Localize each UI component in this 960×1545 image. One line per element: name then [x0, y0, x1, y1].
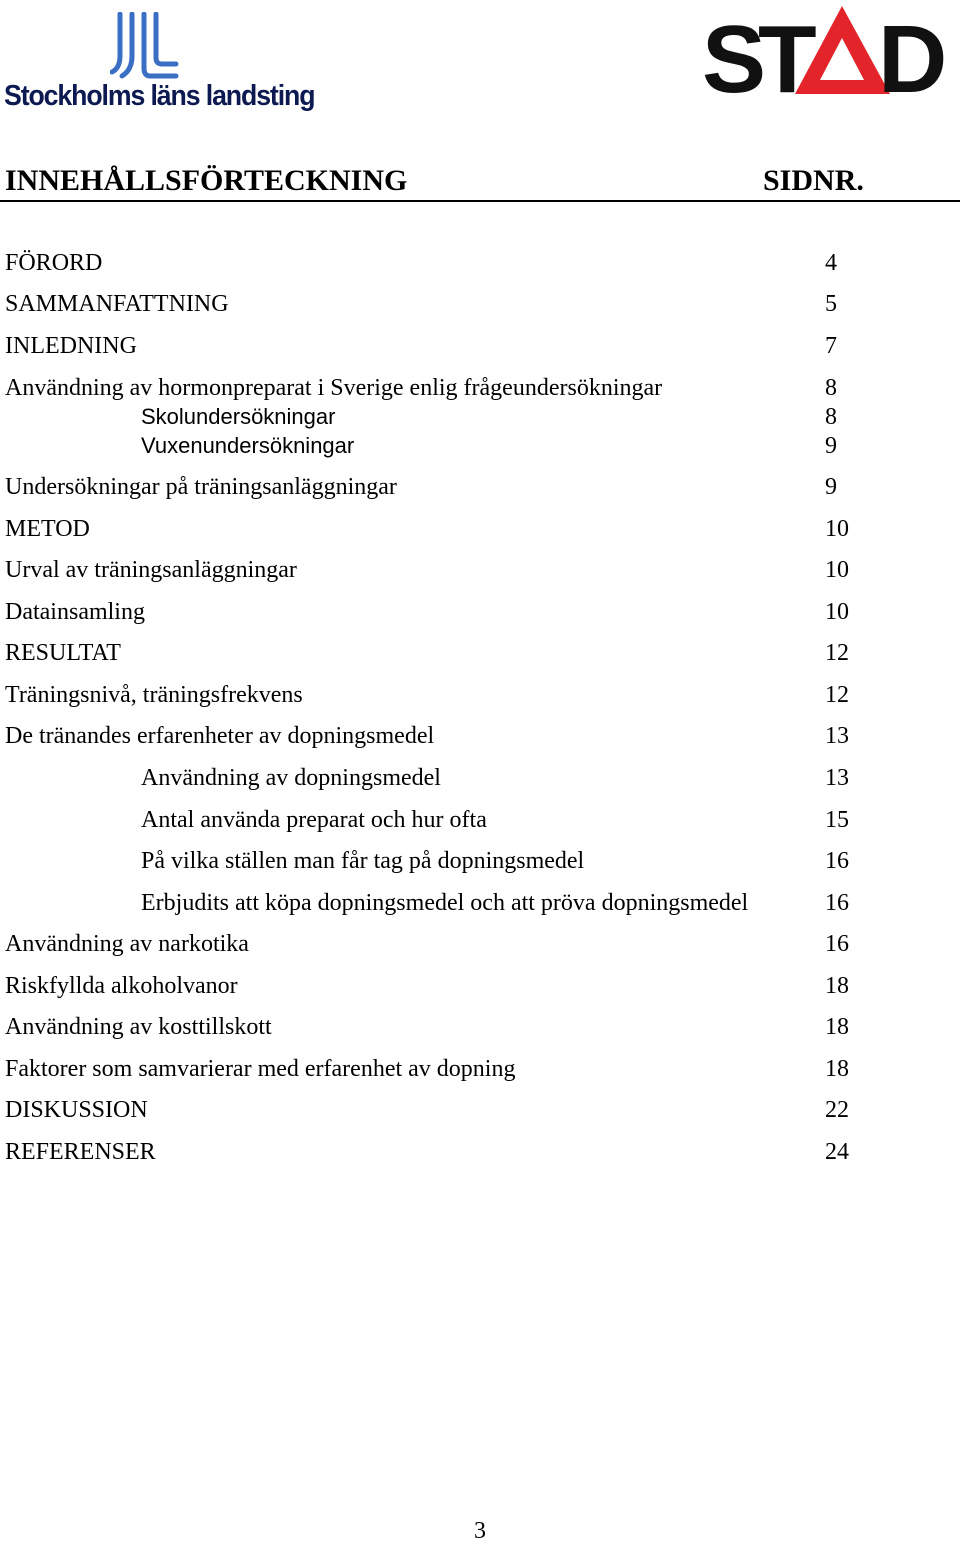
toc-entry-label: DISKUSSION	[5, 1097, 148, 1123]
toc-entry-page: 13	[825, 723, 849, 749]
toc-entry-page: 8	[825, 404, 837, 430]
toc-entry	[0, 331, 960, 365]
toc-entry	[0, 1054, 960, 1088]
toc-entry	[0, 721, 960, 755]
toc-subentry	[0, 763, 960, 797]
toc-entry-label: METOD	[5, 516, 90, 542]
toc-entry	[0, 555, 960, 589]
toc-page-column-header: SIDNR.	[763, 164, 864, 197]
toc-entry-label: Faktorer som samvarierar med erfarenhet av dopning	[5, 1056, 516, 1082]
toc-entry-page: 5	[825, 291, 837, 317]
toc-entry	[0, 929, 960, 963]
toc-entry-page: 12	[825, 682, 849, 708]
toc-entry-page: 16	[825, 890, 849, 916]
toc-entry-label: Riskfyllda alkoholvanor	[5, 973, 238, 999]
toc-entry-label: Undersökningar på träningsanläggningar	[5, 474, 397, 500]
stad-logo-mark	[700, 4, 945, 99]
toc-entry-page: 13	[825, 765, 849, 791]
sll-emblem-icon	[110, 12, 180, 80]
toc-entry-label: SAMMANFATTNING	[5, 291, 229, 317]
toc-entry-page: 16	[825, 931, 849, 957]
toc-entry	[0, 680, 960, 714]
toc-entry-page: 10	[825, 599, 849, 625]
toc-entry-label: Användning av hormonpreparat i Sverige enlig frågeundersökningar	[5, 375, 663, 401]
toc-entry-label: Skolundersökningar	[141, 404, 336, 429]
toc-entry-page: 15	[825, 807, 849, 833]
svg-text:D: D	[878, 6, 944, 99]
toc-subentry	[0, 888, 960, 922]
toc-entry	[0, 1095, 960, 1129]
sll-logo-text: Stockholms läns landsting	[4, 80, 315, 112]
toc-entry-page: 22	[825, 1097, 849, 1123]
stad-logo	[700, 4, 945, 99]
toc-entry-label: FÖRORD	[5, 250, 103, 276]
toc-header	[0, 162, 960, 202]
toc-entry-label: Urval av träningsanläggningar	[5, 557, 297, 583]
toc-entry-page: 9	[825, 433, 837, 459]
toc-entry-page: 18	[825, 973, 849, 999]
stockholms-lans-landsting-logo	[0, 8, 315, 112]
toc-entry-page: 8	[825, 375, 837, 401]
toc-entry-page: 4	[825, 250, 837, 276]
toc-entry-label: RESULTAT	[5, 640, 121, 666]
toc-entry-label: Datainsamling	[5, 599, 145, 625]
toc-title: INNEHÅLLSFÖRTECKNING	[5, 164, 408, 197]
page-number: 3	[474, 1518, 486, 1544]
toc-entry	[0, 971, 960, 1005]
svg-text:T: T	[758, 6, 813, 99]
toc-entry-page: 18	[825, 1056, 849, 1082]
toc-entry-label: Användning av kosttillskott	[5, 1014, 272, 1040]
toc-entry	[0, 248, 960, 282]
toc-entry-label: Antal använda preparat och hur ofta	[141, 807, 487, 833]
toc-entry-page: 24	[825, 1139, 849, 1165]
toc-subentry	[0, 846, 960, 880]
toc-entry-label: REFERENSER	[5, 1139, 156, 1165]
toc-entry-page: 10	[825, 516, 849, 542]
toc-entry-label: De tränandes erfarenheter av dopningsmedel	[5, 723, 435, 749]
toc-entry-page: 7	[825, 333, 837, 359]
toc-entry	[0, 638, 960, 672]
toc-entry-page: 12	[825, 640, 849, 666]
toc-entry-page: 9	[825, 474, 837, 500]
toc-entry-label: Användning av narkotika	[5, 931, 249, 957]
toc-entry-page: 18	[825, 1014, 849, 1040]
toc-subentry	[0, 431, 960, 465]
toc-entry-label: På vilka ställen man får tag på dopningsmedel	[141, 848, 585, 874]
toc-entry-page: 16	[825, 848, 849, 874]
svg-text:S: S	[702, 6, 763, 99]
toc-entry	[0, 289, 960, 323]
toc-entry	[0, 1012, 960, 1046]
toc-entry-label: Vuxenundersökningar	[141, 433, 355, 458]
toc-entry-label: INLEDNING	[5, 333, 137, 359]
toc-entry-label: Erbjudits att köpa dopningsmedel och att pröva dopningsmedel	[141, 890, 749, 916]
toc-entry-label: Användning av dopningsmedel	[141, 765, 441, 791]
toc-entry	[0, 514, 960, 548]
toc-entry	[0, 597, 960, 631]
toc-entry	[0, 472, 960, 506]
toc-entry-page: 10	[825, 557, 849, 583]
toc-entry	[0, 1137, 960, 1171]
toc-entry-label: Träningsnivå, träningsfrekvens	[5, 682, 303, 708]
toc-subentry	[0, 805, 960, 839]
